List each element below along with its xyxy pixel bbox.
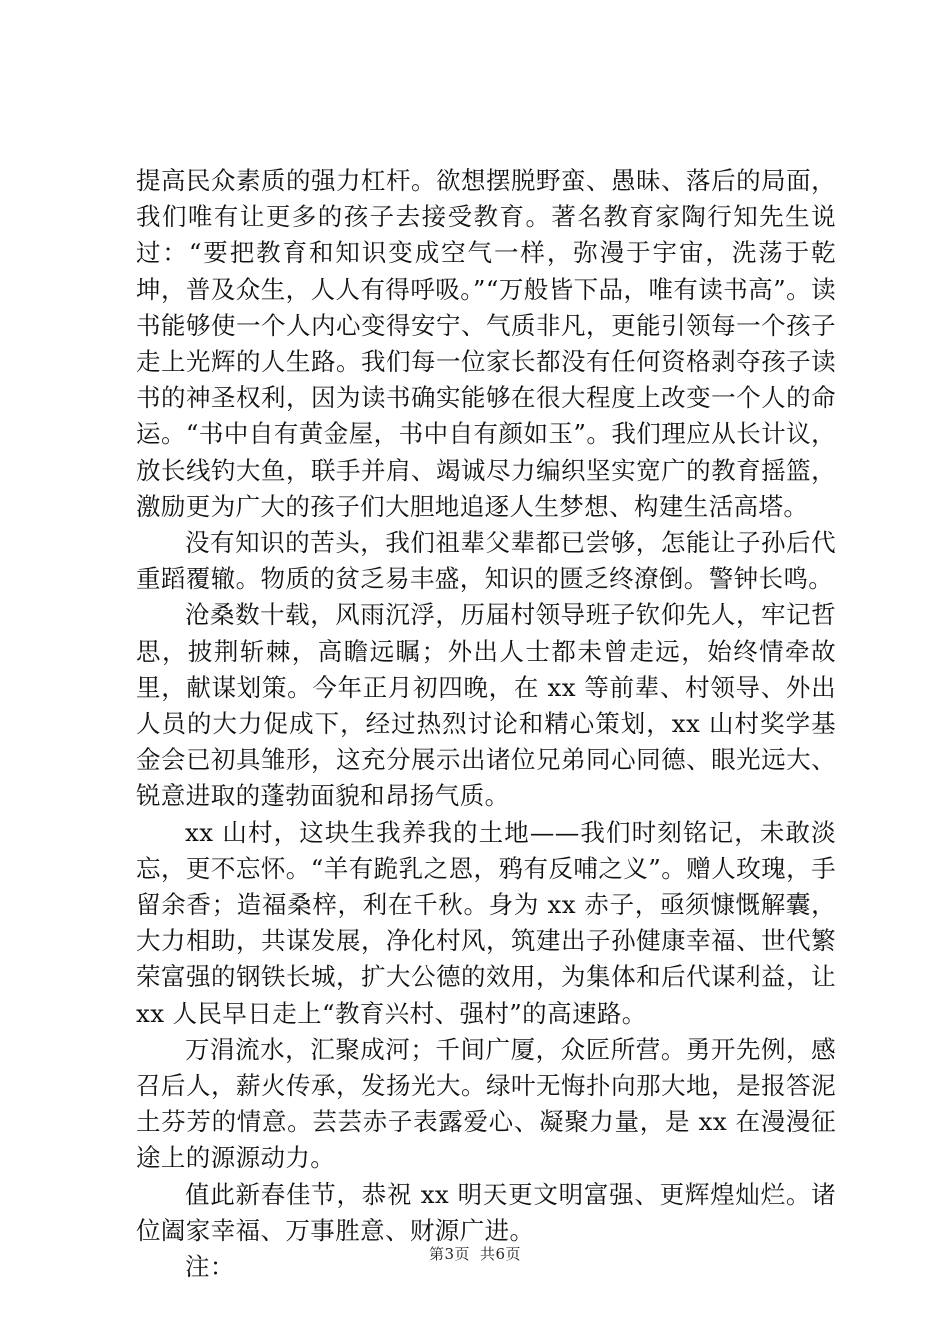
paragraph-education-lever: 提高民众素质的强力杠杆。欲想摆脱野蛮、愚昧、落后的局面，我们唯有让更多的孩子去接受教育。著名教育家陶行知先生说过：“要把教育和知识变成空气一样，弥漫于宇宙，洗荡于乾坤，普及众生，人人有得呼吸。”“万般皆下品，唯有读书高”。读书能够使一个人内心变得安宁、气质非凡，更能引领每一个孩子走上光辉的人生路。我们每一位家长都没有任何资格剥夺孩子读书的神圣权利，因为读书确实能够在很大程度上改变一个人的命运。“书中自有黄金屋，书中自有颜如玉”。我们理应从长计议，放长线钓大鱼，联手并肩、竭诚尽力编织坚实宽广的教育摇篮，激励更为广大的孩子们大胆地追逐人生梦想、构建生活高塔。	[136, 166, 836, 521]
paragraph-village-history: 沧桑数十载，风雨沉浮，历届村领导班子钦仰先人，牢记哲思，披荆斩棘，高瞻远瞩；外出人士都未曾走远，始终情牵故里，献谋划策。今年正月初四晚，在 xx 等前辈、村领导、外出人员的大力促成下，经过热烈讨论和精心策划，xx 山村奖学基金会已初具雏形，这充分展示出诸位兄弟同心同德、眼光远大、锐意进取的蓬勃面貌和昂扬气质。	[136, 600, 836, 811]
document-body	[136, 163, 836, 1285]
paragraph-collective-effort: 万涓流水，汇聚成河；千间广厦，众匠所营。勇开先例，感召后人，薪火传承，发扬光大。绿叶无悔扑向那大地，是报答泥土芬芳的情意。芸芸赤子表露爱心、凝聚力量，是 xx 在漫漫征途上的源源动力。	[136, 1034, 836, 1173]
page-footer	[0, 1244, 950, 1264]
page-total-label: 共6页	[480, 1245, 522, 1263]
paragraph-new-year-blessing: 值此新春佳节，恭祝 xx 明天更文明富强、更辉煌灿烂。诸位阖家幸福、万事胜意、财源广进。	[136, 1179, 836, 1245]
paragraph-note: 注：	[185, 1252, 235, 1282]
page-number-label: 第3页	[428, 1245, 470, 1263]
paragraph-hometown-call: xx 山村，这块生我养我的土地——我们时刻铭记，未敢淡忘，更不忘怀。“羊有跪乳之恩，鸦有反哺之义”。赠人玫瑰，手留余香；造福桑梓，利在千秋。身为 xx 赤子，亟须慷慨解囊，大力相助，共谋发展，净化村风，筑建出子孙健康幸福、世代繁荣富强的钢铁长城，扩大公德的效用，为集体和后代谋利益，让 xx 人民早日走上“教育兴村、强村”的高速路。	[136, 817, 836, 1028]
paragraph-knowledge-warning: 没有知识的苦头，我们祖辈父辈都已尝够，怎能让子孙后代重蹈覆辙。物质的贫乏易丰盛，知识的匮乏终潦倒。警钟长鸣。	[136, 528, 836, 594]
